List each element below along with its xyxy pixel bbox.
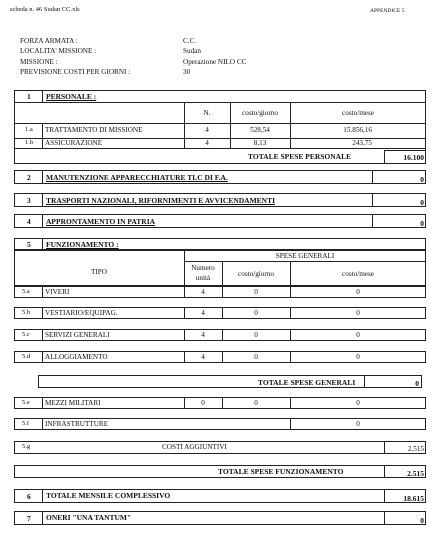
section-6-value: 18.615 [403, 494, 424, 503]
row-label: SERVIZI GENERALI [45, 331, 110, 339]
row-n: 4 [201, 353, 205, 361]
section-6-number: 6 [27, 492, 31, 501]
row-label: VESTIARIO/EQUIPAG. [45, 309, 118, 317]
row-code: 5.g [22, 443, 31, 450]
col-costo-giorno-header: costo/giorno [242, 109, 278, 117]
row-code: 5.f [22, 420, 30, 427]
divider [42, 123, 43, 148]
row-code: 5.d [22, 353, 31, 360]
row-costo-mese: 0 [356, 420, 360, 428]
info-value-forza-armata: C.C. [183, 37, 197, 45]
row-code: 5.c [22, 331, 30, 338]
col-costo-mese-header: costo/mese [342, 109, 374, 117]
costi-aggiuntivi-value: 2.515 [407, 445, 424, 453]
info-value-missione: Operazione NILO CC [183, 58, 247, 66]
row-costo-giorno: 0 [254, 309, 258, 317]
section-7-value: 0 [420, 516, 424, 525]
col-n-header: N. [203, 109, 211, 117]
row-code: 1.a [25, 126, 33, 133]
section-3-value: 0 [420, 198, 424, 207]
col-costo-mese-header: costo/mese [342, 270, 374, 278]
info-label-forza-armata: FORZA ARMATA : [20, 37, 78, 45]
row-n: 0 [201, 399, 205, 407]
divider [42, 170, 43, 184]
row-label: ASSICURAZIONE [45, 139, 103, 147]
row-code: 5.e [22, 399, 30, 406]
row-n: 4 [205, 126, 209, 134]
row-costo-giorno: 8,13 [253, 139, 267, 147]
row-label: TRATTAMENTO DI MISSIONE [45, 126, 143, 134]
section-1-title: PERSONALE : [46, 92, 97, 101]
row-label: ALLOGGIAMENTO [45, 353, 108, 361]
col-tipo-header: TIPO [91, 268, 107, 276]
section-3-title: TRASPORTI NAZIONALI, RIFORNIMENTI E AVVICENDAMENTI [46, 196, 276, 205]
personale-total-label: TOTALE SPESE PERSONALE [248, 152, 352, 161]
divider [14, 102, 426, 103]
section-4-value: 0 [420, 219, 424, 228]
row-n: 4 [205, 139, 209, 147]
row-label: VIVERI [45, 288, 70, 296]
costi-aggiuntivi-label: COSTI AGGIUNTIVI [162, 443, 227, 451]
col-numero-header: Numero [191, 264, 215, 272]
divider [42, 286, 43, 298]
personale-total-value: 16.100 [403, 153, 424, 162]
info-label-localita: LOCALITA' MISSIONE : [20, 47, 97, 55]
section-6-title: TOTALE MENSILE COMPLESSIVO [46, 491, 171, 500]
row-costo-mese: 0 [356, 399, 360, 407]
row-code: 5.b [22, 309, 31, 316]
divider [42, 90, 43, 102]
row-costo-giorno: 528,54 [250, 126, 270, 134]
info-value-localita: Sudan [183, 47, 201, 55]
funzionamento-total-label: TOTALE SPESE FUNZIONAMENTO [218, 467, 344, 476]
section-3-number: 3 [27, 196, 31, 205]
info-label-giorni: PREVISIONE COSTI PER GIORNI : [20, 68, 131, 76]
info-value-giorni: 30 [183, 68, 191, 76]
row-n: 4 [201, 331, 205, 339]
divider [42, 329, 43, 341]
spese-generali-total-label: TOTALE SPESE GENERALI [258, 378, 356, 387]
section-5-number: 5 [27, 240, 31, 249]
file-name: scheda n. 46 Sudan CC.xls [10, 6, 80, 13]
row-costo-mese: 0 [356, 288, 360, 296]
divider [42, 489, 43, 503]
row-label: MEZZI MILITARI [45, 399, 101, 407]
section-5-title: FUNZIONAMENTO : [46, 240, 119, 249]
row-costo-mese: 0 [356, 309, 360, 317]
row-costo-giorno: 0 [254, 331, 258, 339]
divider [42, 397, 43, 409]
row-label: INFRASTRUTTURE [45, 420, 109, 428]
row-costo-giorno: 0 [254, 353, 258, 361]
divider [42, 238, 43, 250]
divider [42, 307, 43, 319]
divider [14, 123, 426, 124]
section-2-number: 2 [27, 173, 31, 182]
section-4-title: APPRONTAMENTO IN PATRIA [46, 217, 156, 226]
row-costo-mese: 15.856,16 [343, 126, 372, 134]
spese-generali-label: SPESE GENERALI [275, 252, 335, 260]
row-costo-mese: 0 [356, 331, 360, 339]
spese-generali-total-value: 0 [415, 379, 419, 388]
row-code: 5.a [22, 288, 30, 295]
row-costo-mese: 243,75 [352, 139, 372, 147]
divider [42, 511, 43, 525]
row-costo-giorno: 0 [254, 399, 258, 407]
info-label-missione: MISSIONE : [20, 58, 58, 66]
row-code: 1.b [25, 139, 34, 146]
row-costo-mese: 0 [356, 353, 360, 361]
section-2-value: 0 [420, 175, 424, 184]
funzionamento-total-value: 2.515 [407, 469, 424, 478]
row-n: 4 [201, 309, 205, 317]
divider [42, 193, 43, 207]
divider [42, 214, 43, 228]
divider [14, 148, 426, 149]
section-2-title: MANUTENZIONE APPARECCHIATURE TLC DI F.A. [46, 173, 228, 182]
col-unita-header: unità [195, 274, 211, 282]
divider [42, 351, 43, 363]
divider [184, 261, 426, 262]
section-4-number: 4 [27, 217, 31, 226]
section-1-number: 1 [27, 92, 31, 101]
section-7-title: ONERI "UNA TANTUM" [46, 513, 132, 522]
row-n: 4 [201, 288, 205, 296]
col-costo-giorno-header: costo/giorno [238, 270, 274, 278]
appendix-label: APPENDICE 5 [370, 8, 405, 14]
divider [42, 418, 43, 430]
section-7-number: 7 [27, 514, 31, 523]
row-costo-giorno: 0 [254, 288, 258, 296]
